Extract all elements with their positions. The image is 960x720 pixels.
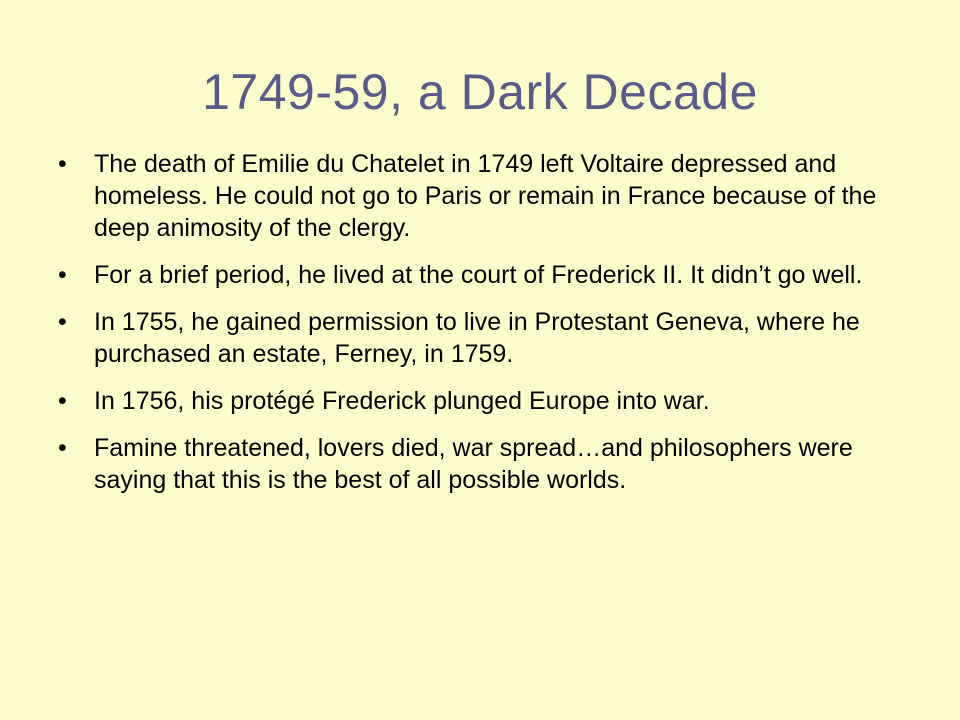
bullet-list — [58, 148, 888, 511]
bullet-text: Famine threatened, lovers died, war spread…and philosophers were saying that this is the best of all possible worlds. — [94, 434, 853, 494]
bullet-marker: • — [58, 308, 67, 336]
bullet-item-best-of-worlds — [58, 432, 888, 496]
bullet-text: For a brief period, he lived at the court of Frederick II. It didn’t go well. — [94, 261, 863, 289]
bullet-item-geneva-ferney — [58, 306, 888, 370]
bullet-item-frederick-court — [58, 259, 888, 291]
bullet-item-chatelet-death — [58, 148, 888, 244]
bullet-text: The death of Emilie du Chatelet in 1749 left Voltaire depressed and homeless. He could not go to Paris or remain in France because of the deep animosity of the clergy. — [94, 150, 877, 242]
bullet-marker: • — [58, 150, 67, 178]
bullet-marker: • — [58, 387, 67, 415]
bullet-item-war-1756 — [58, 385, 888, 417]
bullet-marker: • — [58, 261, 67, 289]
slide-title: 1749-59, a Dark Decade — [202, 64, 758, 120]
bullet-text: In 1755, he gained permission to live in Protestant Geneva, where he purchased an estate, Ferney, in 1759. — [94, 308, 860, 368]
bullet-text: In 1756, his protégé Frederick plunged Europe into war. — [94, 387, 710, 415]
bullet-marker: • — [58, 434, 67, 462]
